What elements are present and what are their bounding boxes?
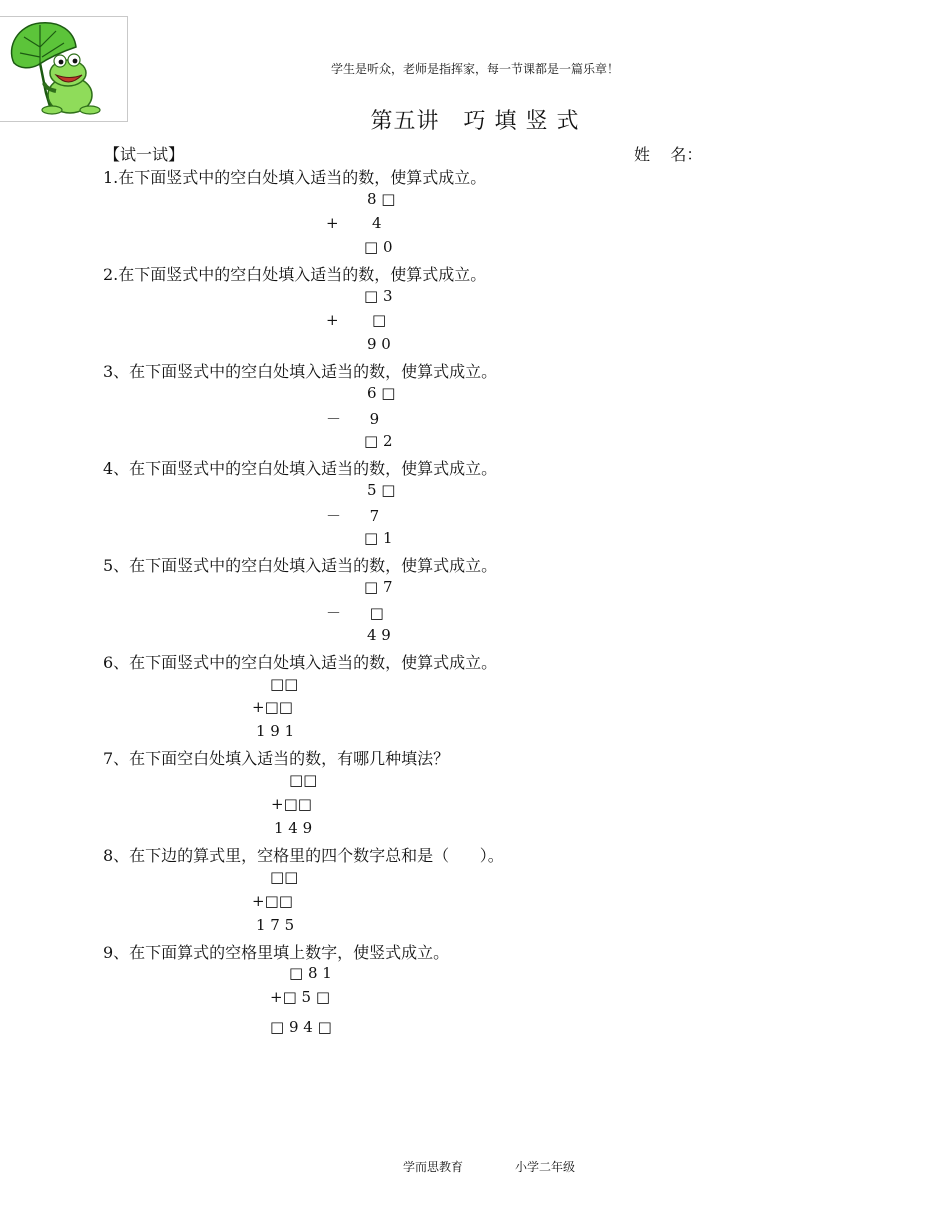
problem-9-row-3: □ 9 4 □ xyxy=(270,1018,332,1036)
problem-8-row-3: 1 7 5 xyxy=(256,916,295,934)
problem-4-row-3: □ 1 xyxy=(364,529,393,547)
section-label: 【试一试】 xyxy=(104,145,185,164)
footer-grade: 小学二年级 xyxy=(515,1160,576,1174)
question-4: 4、在下面竖式中的空白处填入适当的数，使算式成立。 xyxy=(103,459,498,478)
problem-1-row-2: + 4 xyxy=(326,214,382,232)
problem-5-row-2: － □ xyxy=(326,604,384,622)
problem-8-row-1: □□ xyxy=(270,868,299,886)
problem-7-row-3: 1 4 9 xyxy=(274,819,313,837)
problem-3-row-2: － 9 xyxy=(326,410,380,428)
problem-3-row-3: □ 2 xyxy=(364,432,393,450)
problem-8-row-2: +□□ xyxy=(252,892,293,910)
question-9: 9、在下面算式的空格里填上数字，使竖式成立。 xyxy=(103,943,450,962)
problem-1-row-1: 8 □ xyxy=(367,190,396,208)
footer-org: 学而思教育 xyxy=(403,1160,464,1174)
problem-1-row-3: □ 0 xyxy=(364,238,393,256)
problem-4-row-2: － 7 xyxy=(326,507,380,525)
problem-7-row-2: +□□ xyxy=(271,795,312,813)
problem-2-row-3: 9 0 xyxy=(367,335,391,353)
problem-2-row-2: + □ xyxy=(326,311,387,329)
problem-7-row-1: □□ xyxy=(289,771,318,789)
question-3: 3、在下面竖式中的空白处填入适当的数，使算式成立。 xyxy=(103,362,498,381)
question-5: 5、在下面竖式中的空白处填入适当的数，使算式成立。 xyxy=(103,556,498,575)
problem-5-row-1: □ 7 xyxy=(364,578,393,596)
problem-2-row-1: □ 3 xyxy=(364,287,393,305)
header-motto: 学生是听众，老师是指挥家，每一节课都是一篇乐章！ xyxy=(330,62,619,76)
problem-6-row-2: +□□ xyxy=(252,698,293,716)
page-title: 第五讲 巧 填 竖 式 xyxy=(370,109,580,134)
problem-6-row-1: □□ xyxy=(270,675,299,693)
problem-6-row-3: 1 9 1 xyxy=(256,722,295,740)
problem-5-row-3: 4 9 xyxy=(367,626,391,644)
problem-3-row-1: 6 □ xyxy=(367,384,396,402)
problem-4-row-1: 5 □ xyxy=(367,481,396,499)
name-label: 姓 名： xyxy=(634,145,703,164)
question-7: 7、在下面空白处填入适当的数，有哪几种填法？ xyxy=(103,749,450,768)
problem-9-row-1: □ 8 1 xyxy=(289,964,332,982)
problem-9-row-2: +□ 5 □ xyxy=(270,988,330,1006)
question-6: 6、在下面竖式中的空白处填入适当的数，使算式成立。 xyxy=(103,653,498,672)
question-1: 1.在下面竖式中的空白处填入适当的数，使算式成立。 xyxy=(103,168,487,187)
question-8: 8、在下边的算式里，空格里的四个数字总和是（ ）。 xyxy=(103,846,504,865)
question-2: 2.在下面竖式中的空白处填入适当的数，使算式成立。 xyxy=(103,265,487,284)
